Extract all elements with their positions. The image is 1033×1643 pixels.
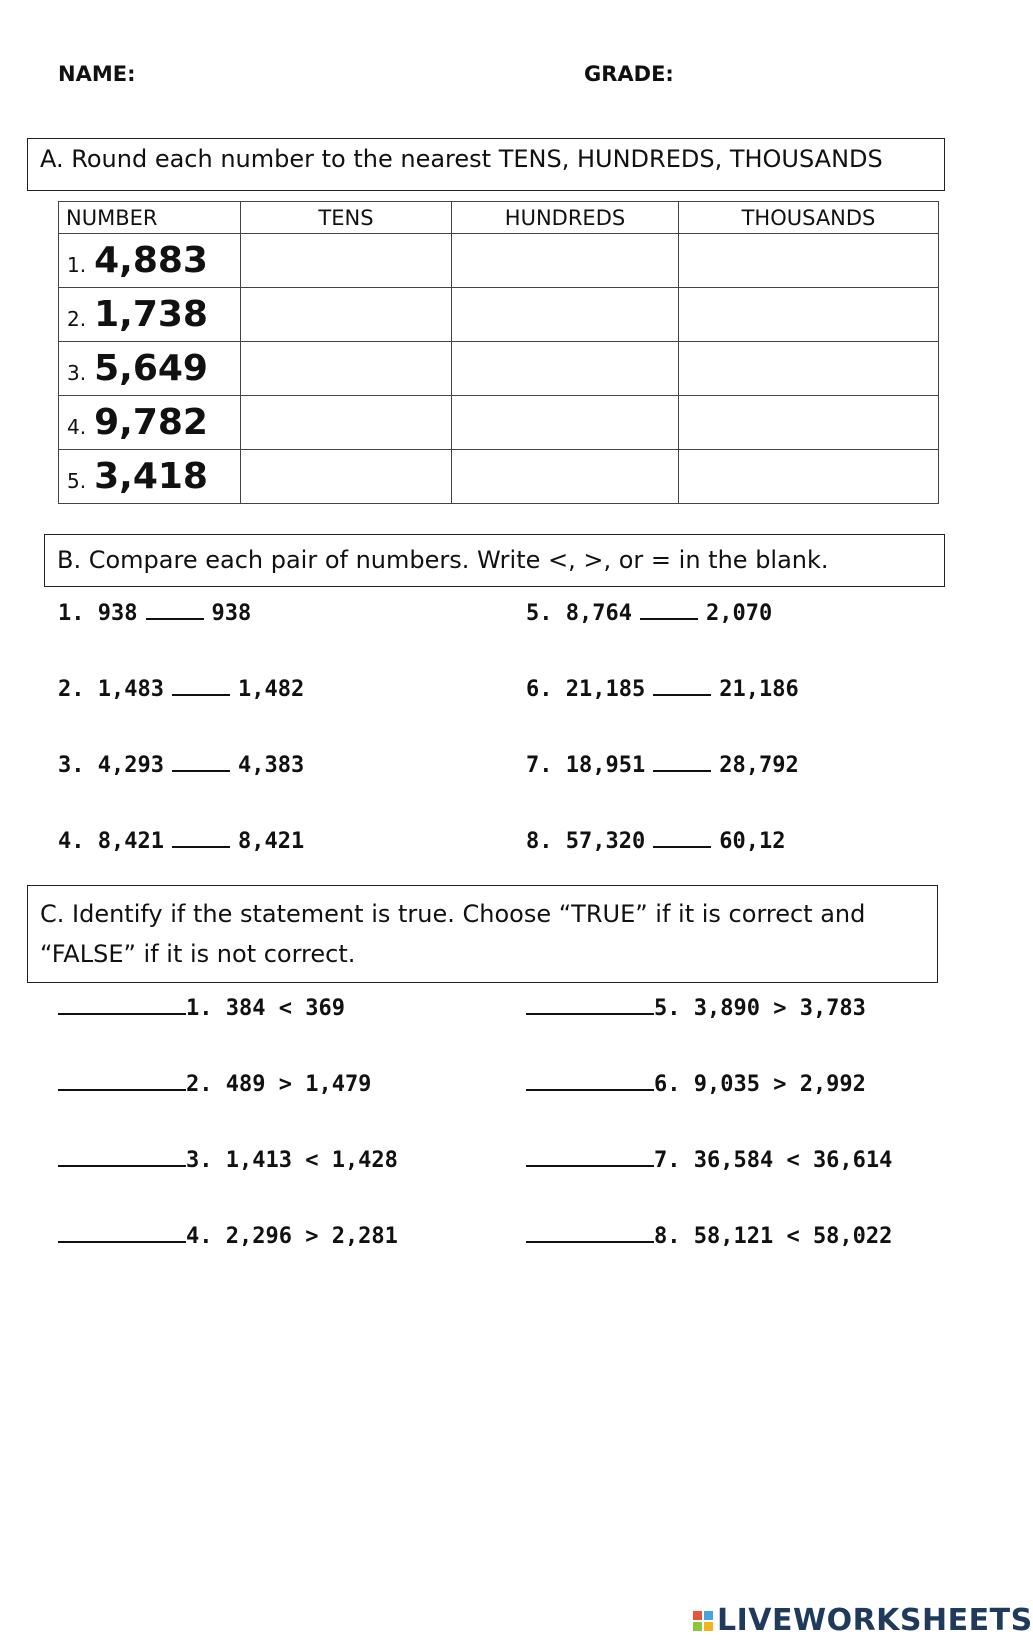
right-value: 8,421 (237, 829, 305, 854)
table-row (59, 234, 939, 288)
left-value: 57,320 (565, 829, 646, 854)
right-value: 60,12 (719, 829, 786, 854)
answer-line[interactable] (526, 1223, 654, 1243)
statement: 2. 489 > 1,479 (186, 1072, 372, 1097)
right-value: 938 (211, 601, 252, 626)
compare-item (526, 752, 799, 778)
statement: 3. 1,413 < 1,428 (186, 1148, 398, 1173)
row-number: 9,782 (94, 402, 208, 443)
left-value: 21,185 (565, 677, 646, 702)
right-value: 1,482 (237, 677, 305, 702)
section-a-title-text: A. Round each number to the nearest TENS, HUNDREDS, THOUSANDS (40, 145, 883, 173)
thousands-answer-cell[interactable] (679, 234, 939, 288)
tens-answer-cell[interactable] (241, 288, 452, 342)
answer-line[interactable] (58, 995, 186, 1015)
tens-answer-cell[interactable] (241, 234, 452, 288)
answer-blank[interactable] (172, 676, 230, 696)
number-cell (59, 288, 241, 342)
row-number: 3,418 (94, 456, 208, 497)
true-false-item (526, 1071, 866, 1097)
thousands-answer-cell[interactable] (679, 288, 939, 342)
answer-blank[interactable] (653, 752, 711, 772)
section-a-title (27, 138, 945, 191)
statement: 4. 2,296 > 2,281 (186, 1224, 398, 1249)
answer-blank[interactable] (172, 752, 230, 772)
answer-line[interactable] (58, 1147, 186, 1167)
answer-line[interactable] (58, 1223, 186, 1243)
item-index: 8. (526, 829, 553, 854)
hundreds-answer-cell[interactable] (452, 288, 679, 342)
tens-answer-cell[interactable] (241, 450, 452, 504)
statement: 7. 36,584 < 36,614 (654, 1148, 893, 1173)
item-index: 2. (58, 677, 85, 702)
liveworksheets-logo (693, 1603, 1033, 1638)
true-false-item (58, 1223, 398, 1249)
left-value: 938 (97, 601, 138, 626)
item-index: 4. (58, 829, 85, 854)
hundreds-answer-cell[interactable] (452, 396, 679, 450)
right-value: 2,070 (705, 601, 773, 626)
row-number: 1,738 (94, 294, 208, 335)
answer-line[interactable] (526, 1071, 654, 1091)
row-number: 4,883 (94, 240, 208, 281)
logo-grid-icon (693, 1611, 713, 1631)
true-false-item (526, 1223, 892, 1249)
section-b-title-text: B. Compare each pair of numbers. Write <, >, or = in the blank. (57, 546, 829, 574)
hundreds-answer-cell[interactable] (452, 450, 679, 504)
row-index: 3. (67, 361, 87, 385)
name-label: NAME: (58, 62, 136, 86)
compare-item (58, 828, 304, 854)
table-row (59, 342, 939, 396)
item-index: 6. (526, 677, 553, 702)
item-index: 1. (58, 601, 85, 626)
thousands-answer-cell[interactable] (679, 450, 939, 504)
compare-item (58, 676, 304, 702)
hundreds-answer-cell[interactable] (452, 342, 679, 396)
right-value: 28,792 (719, 753, 799, 778)
answer-blank[interactable] (640, 600, 698, 620)
right-value: 4,383 (237, 753, 305, 778)
right-value: 21,186 (719, 677, 799, 702)
statement: 6. 9,035 > 2,992 (654, 1072, 866, 1097)
answer-line[interactable] (526, 995, 654, 1015)
column-header-tens: TENS (241, 202, 452, 234)
column-header-hundreds: HUNDREDS (452, 202, 679, 234)
true-false-item (526, 995, 866, 1021)
left-value: 18,951 (565, 753, 646, 778)
thousands-answer-cell[interactable] (679, 396, 939, 450)
item-index: 7. (526, 753, 553, 778)
table-row (59, 288, 939, 342)
tens-answer-cell[interactable] (241, 396, 452, 450)
number-cell (59, 234, 241, 288)
number-cell (59, 342, 241, 396)
compare-item (526, 828, 785, 854)
rounding-table (58, 201, 939, 504)
true-false-item (58, 1147, 398, 1173)
left-value: 8,764 (565, 601, 632, 626)
true-false-item (58, 995, 345, 1021)
table-row (59, 450, 939, 504)
section-c-title-line1: C. Identify if the statement is true. Choose “TRUE” if it is correct and (40, 900, 866, 928)
row-index: 4. (67, 415, 87, 439)
tens-answer-cell[interactable] (241, 342, 452, 396)
row-index: 2. (67, 307, 87, 331)
answer-blank[interactable] (653, 676, 711, 696)
logo-text: LIVEWORKSHEETS (717, 1603, 1033, 1638)
section-b-title (44, 534, 945, 587)
statement: 1. 384 < 369 (186, 996, 345, 1021)
number-cell (59, 450, 241, 504)
hundreds-answer-cell[interactable] (452, 234, 679, 288)
compare-item (58, 752, 304, 778)
answer-line[interactable] (58, 1071, 186, 1091)
compare-item (58, 600, 251, 626)
left-value: 1,483 (97, 677, 164, 702)
grade-label: GRADE: (584, 62, 674, 86)
true-false-item (58, 1071, 371, 1097)
item-index: 3. (58, 753, 85, 778)
statement: 5. 3,890 > 3,783 (654, 996, 866, 1021)
answer-line[interactable] (526, 1147, 654, 1167)
compare-item (526, 600, 772, 626)
row-index: 5. (67, 469, 87, 493)
row-number: 5,649 (94, 348, 208, 389)
row-index: 1. (67, 253, 87, 277)
answer-blank[interactable] (146, 600, 204, 620)
item-index: 5. (526, 601, 553, 626)
column-header-thousands: THOUSANDS (679, 202, 939, 234)
section-c-title-line2: “FALSE” if it is not correct. (40, 940, 356, 968)
answer-blank[interactable] (653, 828, 711, 848)
left-value: 8,421 (97, 829, 164, 854)
statement: 8. 58,121 < 58,022 (654, 1224, 893, 1249)
thousands-answer-cell[interactable] (679, 342, 939, 396)
section-c-title (27, 885, 938, 983)
table-row (59, 396, 939, 450)
compare-item (526, 676, 799, 702)
number-cell (59, 396, 241, 450)
left-value: 4,293 (97, 753, 164, 778)
true-false-item (526, 1147, 892, 1173)
column-header-number: NUMBER (59, 202, 241, 234)
answer-blank[interactable] (172, 828, 230, 848)
